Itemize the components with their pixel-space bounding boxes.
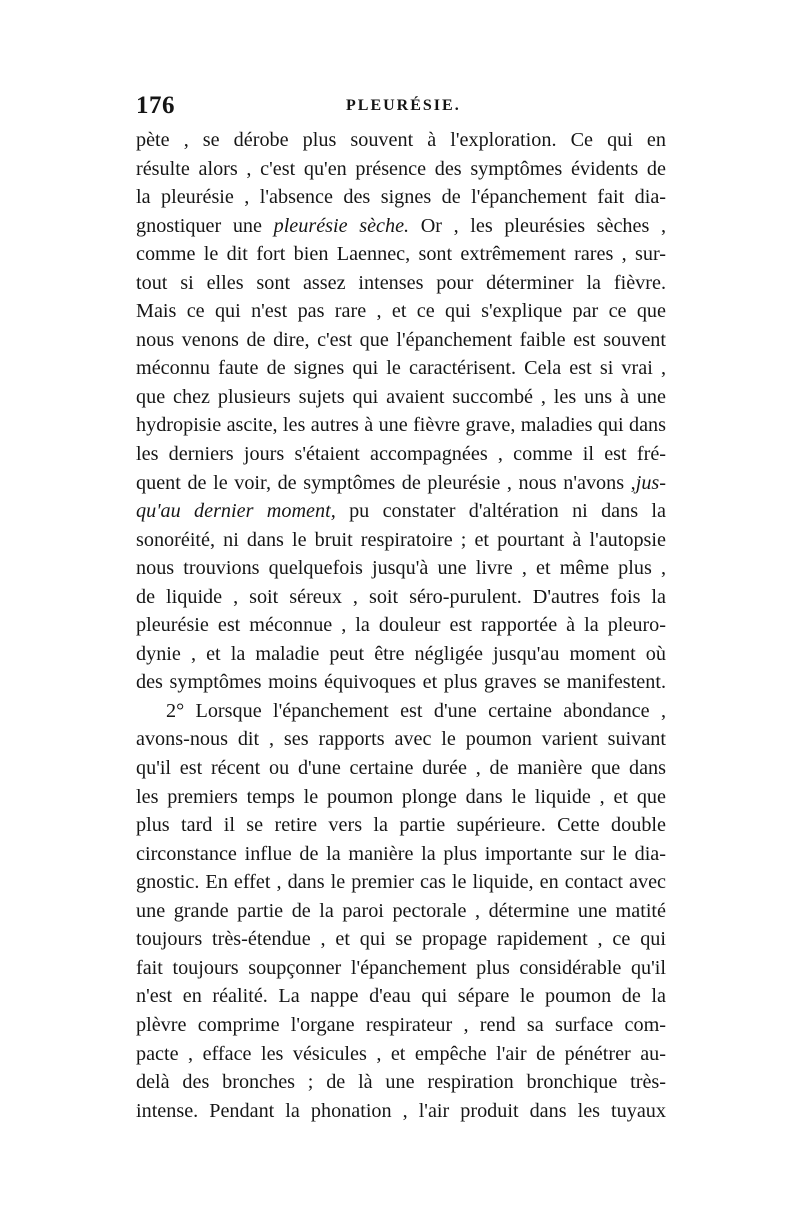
text-line: intense. Pendant la phonation , l'air produit dans les tuyaux — [136, 1099, 666, 1122]
text-line: comme le dit fort bien Laennec, sont extrêmement rares , sur- — [136, 243, 666, 266]
text-line: delà des bronches ; de là une respiration bronchique très- — [136, 1071, 666, 1094]
text-line: de liquide , soit séreux , soit séro-purulent. D'autres fois la — [136, 585, 666, 608]
text-line — [136, 212, 666, 241]
text-line: nous trouvions quelquefois jusqu'à une livre , et même plus , — [136, 557, 666, 580]
text-segment: Or , les pleurésies sèches , — [409, 214, 667, 237]
text-line: sonoréité, ni dans le bruit respiratoire ; et pourtant à l'autopsie — [136, 528, 666, 551]
running-title: PLEURÉSIE. — [346, 97, 461, 114]
text-line: hydropisie ascite, les autres à une fièvre grave, maladies qui dans — [136, 414, 666, 437]
text-line: plèvre comprime l'organe respirateur , rend sa surface com- — [136, 1013, 666, 1036]
text-line: résulte alors , c'est qu'en présence des symptômes évidents de — [136, 157, 666, 180]
text-line: n'est en réalité. La nappe d'eau qui sépare le poumon de la — [136, 985, 666, 1008]
running-head — [136, 92, 666, 122]
text-line: une grande partie de la paroi pectorale , détermine une matité — [136, 899, 666, 922]
text-line — [136, 497, 666, 526]
text-line: fait toujours soupçonner l'épanchement plus considérable qu'il — [136, 956, 666, 979]
text-line: Mais ce qui n'est pas rare , et ce qui s'explique par ce que — [136, 300, 666, 323]
text-segment: gnostiquer une — [136, 214, 274, 237]
text-segment: pu constater d'altération ni dans la — [335, 500, 666, 523]
text-line: gnostic. En effet , dans le premier cas le liquide, en contact avec — [136, 871, 666, 894]
text-line: méconnu faute de signes qui le caractérisent. Cela est si vrai , — [136, 357, 666, 380]
text-line: que chez plusieurs sujets qui avaient succombé , les uns à une — [136, 385, 666, 408]
text-line: tout si elles sont assez intenses pour déterminer la fièvre. — [136, 271, 666, 294]
italic-term: jus- — [635, 471, 666, 494]
italic-term: pleurésie sèche. — [273, 214, 410, 237]
text-line: la pleurésie , l'absence des signes de l'épanchement fait dia- — [136, 186, 666, 209]
text-line: circonstance influe de la manière la plus importante sur le dia- — [136, 842, 666, 865]
text-line: plus tard il se retire vers la partie supérieure. Cette double — [136, 814, 666, 837]
text-line: dynie , et la maladie peut être négligée jusqu'au moment où — [136, 642, 666, 665]
paragraph-start-line: 2° Lorsque l'épanchement est d'une certaine abondance , — [166, 699, 666, 722]
text-line: nous venons de dire, c'est que l'épanchement faible est souvent — [136, 328, 666, 351]
text-line: avons-nous dit , ses rapports avec le poumon varient suivant — [136, 728, 666, 751]
text-line: des symptômes moins équivoques et plus graves se manifestent. — [136, 671, 666, 694]
text-line: pleurésie est méconnue , la douleur est rapportée à la pleuro- — [136, 614, 666, 637]
text-line: les derniers jours s'étaient accompagnées , comme il est fré- — [136, 443, 666, 466]
text-line: pète , se dérobe plus souvent à l'exploration. Ce qui en — [136, 129, 666, 151]
text-line: les premiers temps le poumon plonge dans le liquide , et que — [136, 785, 666, 808]
text-line: toujours très-étendue , et qui se propage rapidement , ce qui — [136, 928, 666, 951]
text-segment: quent de le voir, de symptômes de pleurésie , nous n'avons , — [136, 471, 636, 494]
text-line — [136, 469, 666, 498]
italic-term: qu'au dernier moment, — [136, 500, 336, 523]
text-line: pacte , efface les vésicules , et empêche l'air de pénétrer au- — [136, 1042, 666, 1065]
body-text — [136, 126, 666, 1125]
page-number: 176 — [136, 92, 175, 119]
text-line: qu'il est récent ou d'une certaine durée , de manière que dans — [136, 757, 666, 780]
